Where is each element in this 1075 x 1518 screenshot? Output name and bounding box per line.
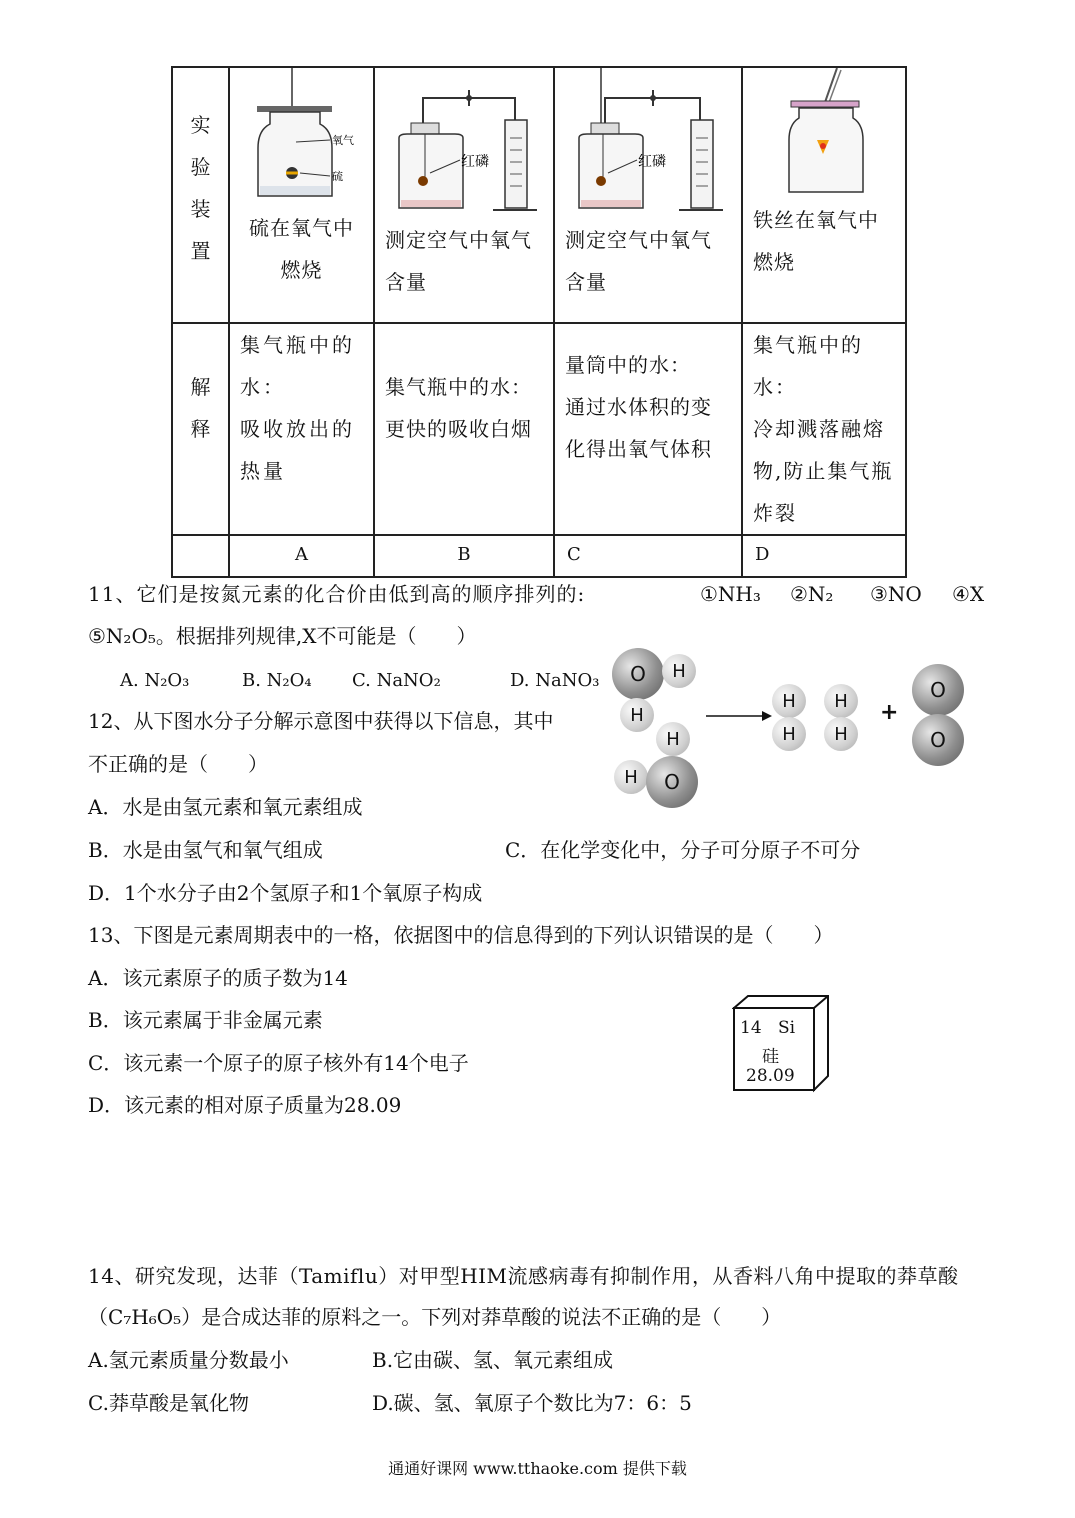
plus-sign: + — [880, 700, 899, 725]
q11-item-1: ①NH₃ — [700, 582, 761, 606]
oxygen-atom: O — [912, 714, 964, 766]
atomic-mass: 28.09 — [746, 1066, 795, 1086]
q11-option-c: C. NaNO₂ — [352, 670, 441, 691]
apparatus-cell-d: 铁丝在氧气中 燃烧 — [742, 67, 906, 323]
q14-option-d: D.碳、氢、氧原子个数比为7：6：5 — [372, 1391, 692, 1415]
hydrogen-atom: H — [772, 684, 806, 718]
hydrogen-atom: H — [614, 760, 648, 794]
iron-wire-jar-diagram — [743, 68, 905, 198]
q14-option-a: A.氢元素质量分数最小 — [88, 1348, 289, 1372]
explanation-cell-a: 集气瓶中的 水： 吸收放出的 热量 — [229, 323, 374, 535]
reaction-arrow — [704, 708, 774, 724]
q14-option-b: B.它由碳、氢、氧元素组成 — [372, 1348, 614, 1372]
oxygen-atom: O — [912, 664, 964, 716]
red-phosphorus-label: 红磷 — [638, 154, 666, 170]
element-name: 硅 — [762, 1047, 779, 1067]
hydrogen-atom: H — [620, 698, 654, 732]
apparatus-cell-c: 红磷 测定空气中氧气 含量 — [554, 67, 742, 323]
hydrogen-atom: H — [772, 717, 806, 751]
q11-item-4: ④X — [952, 582, 985, 606]
q12-option-c: C．在化学变化中，分子可分原子不可分 — [505, 838, 861, 862]
oxygen-label: 氧气 — [332, 134, 354, 147]
letter-cell-c: C — [554, 535, 742, 577]
q11-option-b: B. N₂O₄ — [242, 670, 312, 691]
apparatus-cell-a: 氧气 硫 硫在氧气中 燃烧 — [229, 67, 374, 323]
letter-cell-d: D — [742, 535, 906, 577]
q11-item-3: ③NO — [870, 582, 922, 606]
q13-option-c: C．该元素一个原子的原子核外有14个电子 — [88, 1051, 469, 1075]
oxygen-atom: O — [612, 648, 664, 700]
hydrogen-atom: H — [824, 717, 858, 751]
water-decomposition-figure — [600, 640, 980, 820]
phosphorus-apparatus-diagram-b — [375, 68, 553, 218]
apparatus-cell-b: 红磷 测定空气中氧气 含量 — [374, 67, 554, 323]
hydrogen-atom: H — [824, 684, 858, 718]
sulfur-jar-diagram — [230, 68, 373, 208]
q12-option-d: D．1个水分子由2个氢原子和1个氧原子构成 — [88, 881, 483, 905]
element-symbol: Si — [778, 1018, 796, 1038]
q11-option-d: D. NaNO₃ — [510, 670, 600, 691]
explanation-cell-d: 集气瓶中的水： 冷却溅落融熔 物,防止集气瓶 炸裂 — [742, 323, 906, 535]
q12-line2: 不正确的是（ ） — [88, 752, 268, 776]
explanation-cell-c: 量筒中的水： 通过水体积的变 化得出氧气体积 — [554, 323, 742, 535]
periodic-table-cell — [732, 994, 832, 1094]
q12-option-b: B．水是由氢气和氧气组成 — [88, 838, 323, 862]
letter-cell-b: B — [374, 535, 554, 577]
footer-credit: 通通好课网 www.tthaoke.com 提供下载 — [388, 1459, 687, 1478]
q12-line1: 12、从下图水分子分解示意图中获得以下信息，其中 — [88, 709, 554, 733]
q14-line1: 14、研究发现，达菲（Tamiflu）对甲型HIM流感病毒有抑制作用，从香料八角中提取的莽草酸 — [88, 1264, 959, 1288]
oxygen-atom: O — [646, 756, 698, 808]
q11-option-a: A. N₂O₃ — [120, 670, 190, 691]
q12-option-a: A．水是由氢元素和氧元素组成 — [88, 795, 363, 819]
q13-option-a: A．该元素原子的质子数为14 — [88, 966, 348, 990]
q14-option-c: C.莽草酸是氧化物 — [88, 1391, 249, 1415]
q13-line1: 13、下图是元素周期表中的一格，依据图中的信息得到的下列认识错误的是（ ） — [88, 923, 834, 947]
q13-option-d: D．该元素的相对原子质量为28.09 — [88, 1093, 402, 1117]
row-label-explanation: 解 释 — [172, 323, 229, 535]
explanation-cell-b: 集气瓶中的水： 更快的吸收白烟 — [374, 323, 554, 535]
phosphorus-apparatus-diagram-c — [555, 68, 741, 218]
q11-item-2: ②N₂ — [790, 582, 834, 606]
q13-option-b: B．该元素属于非金属元素 — [88, 1008, 323, 1032]
q11-line2: ⑤N₂O₅。根据排列规律,X不可能是（ ） — [88, 624, 477, 648]
hydrogen-atom: H — [656, 722, 690, 756]
q14-line2: （C₇H₆O₅）是合成达菲的原料之一。下列对莽草酸的说法不正确的是（ ） — [88, 1305, 782, 1329]
experiment-table — [171, 66, 907, 578]
row-label-apparatus: 实 验 装 置 — [172, 67, 229, 323]
red-phosphorus-label: 红磷 — [461, 154, 489, 170]
hydrogen-atom: H — [662, 654, 696, 688]
letter-cell-a: A — [229, 535, 374, 577]
letter-cell-empty — [172, 535, 229, 577]
sulfur-label: 硫 — [332, 170, 343, 183]
atomic-number: 14 — [740, 1018, 762, 1038]
q11-line1: 11、它们是按氮元素的化合价由低到高的顺序排列的: — [88, 582, 586, 606]
